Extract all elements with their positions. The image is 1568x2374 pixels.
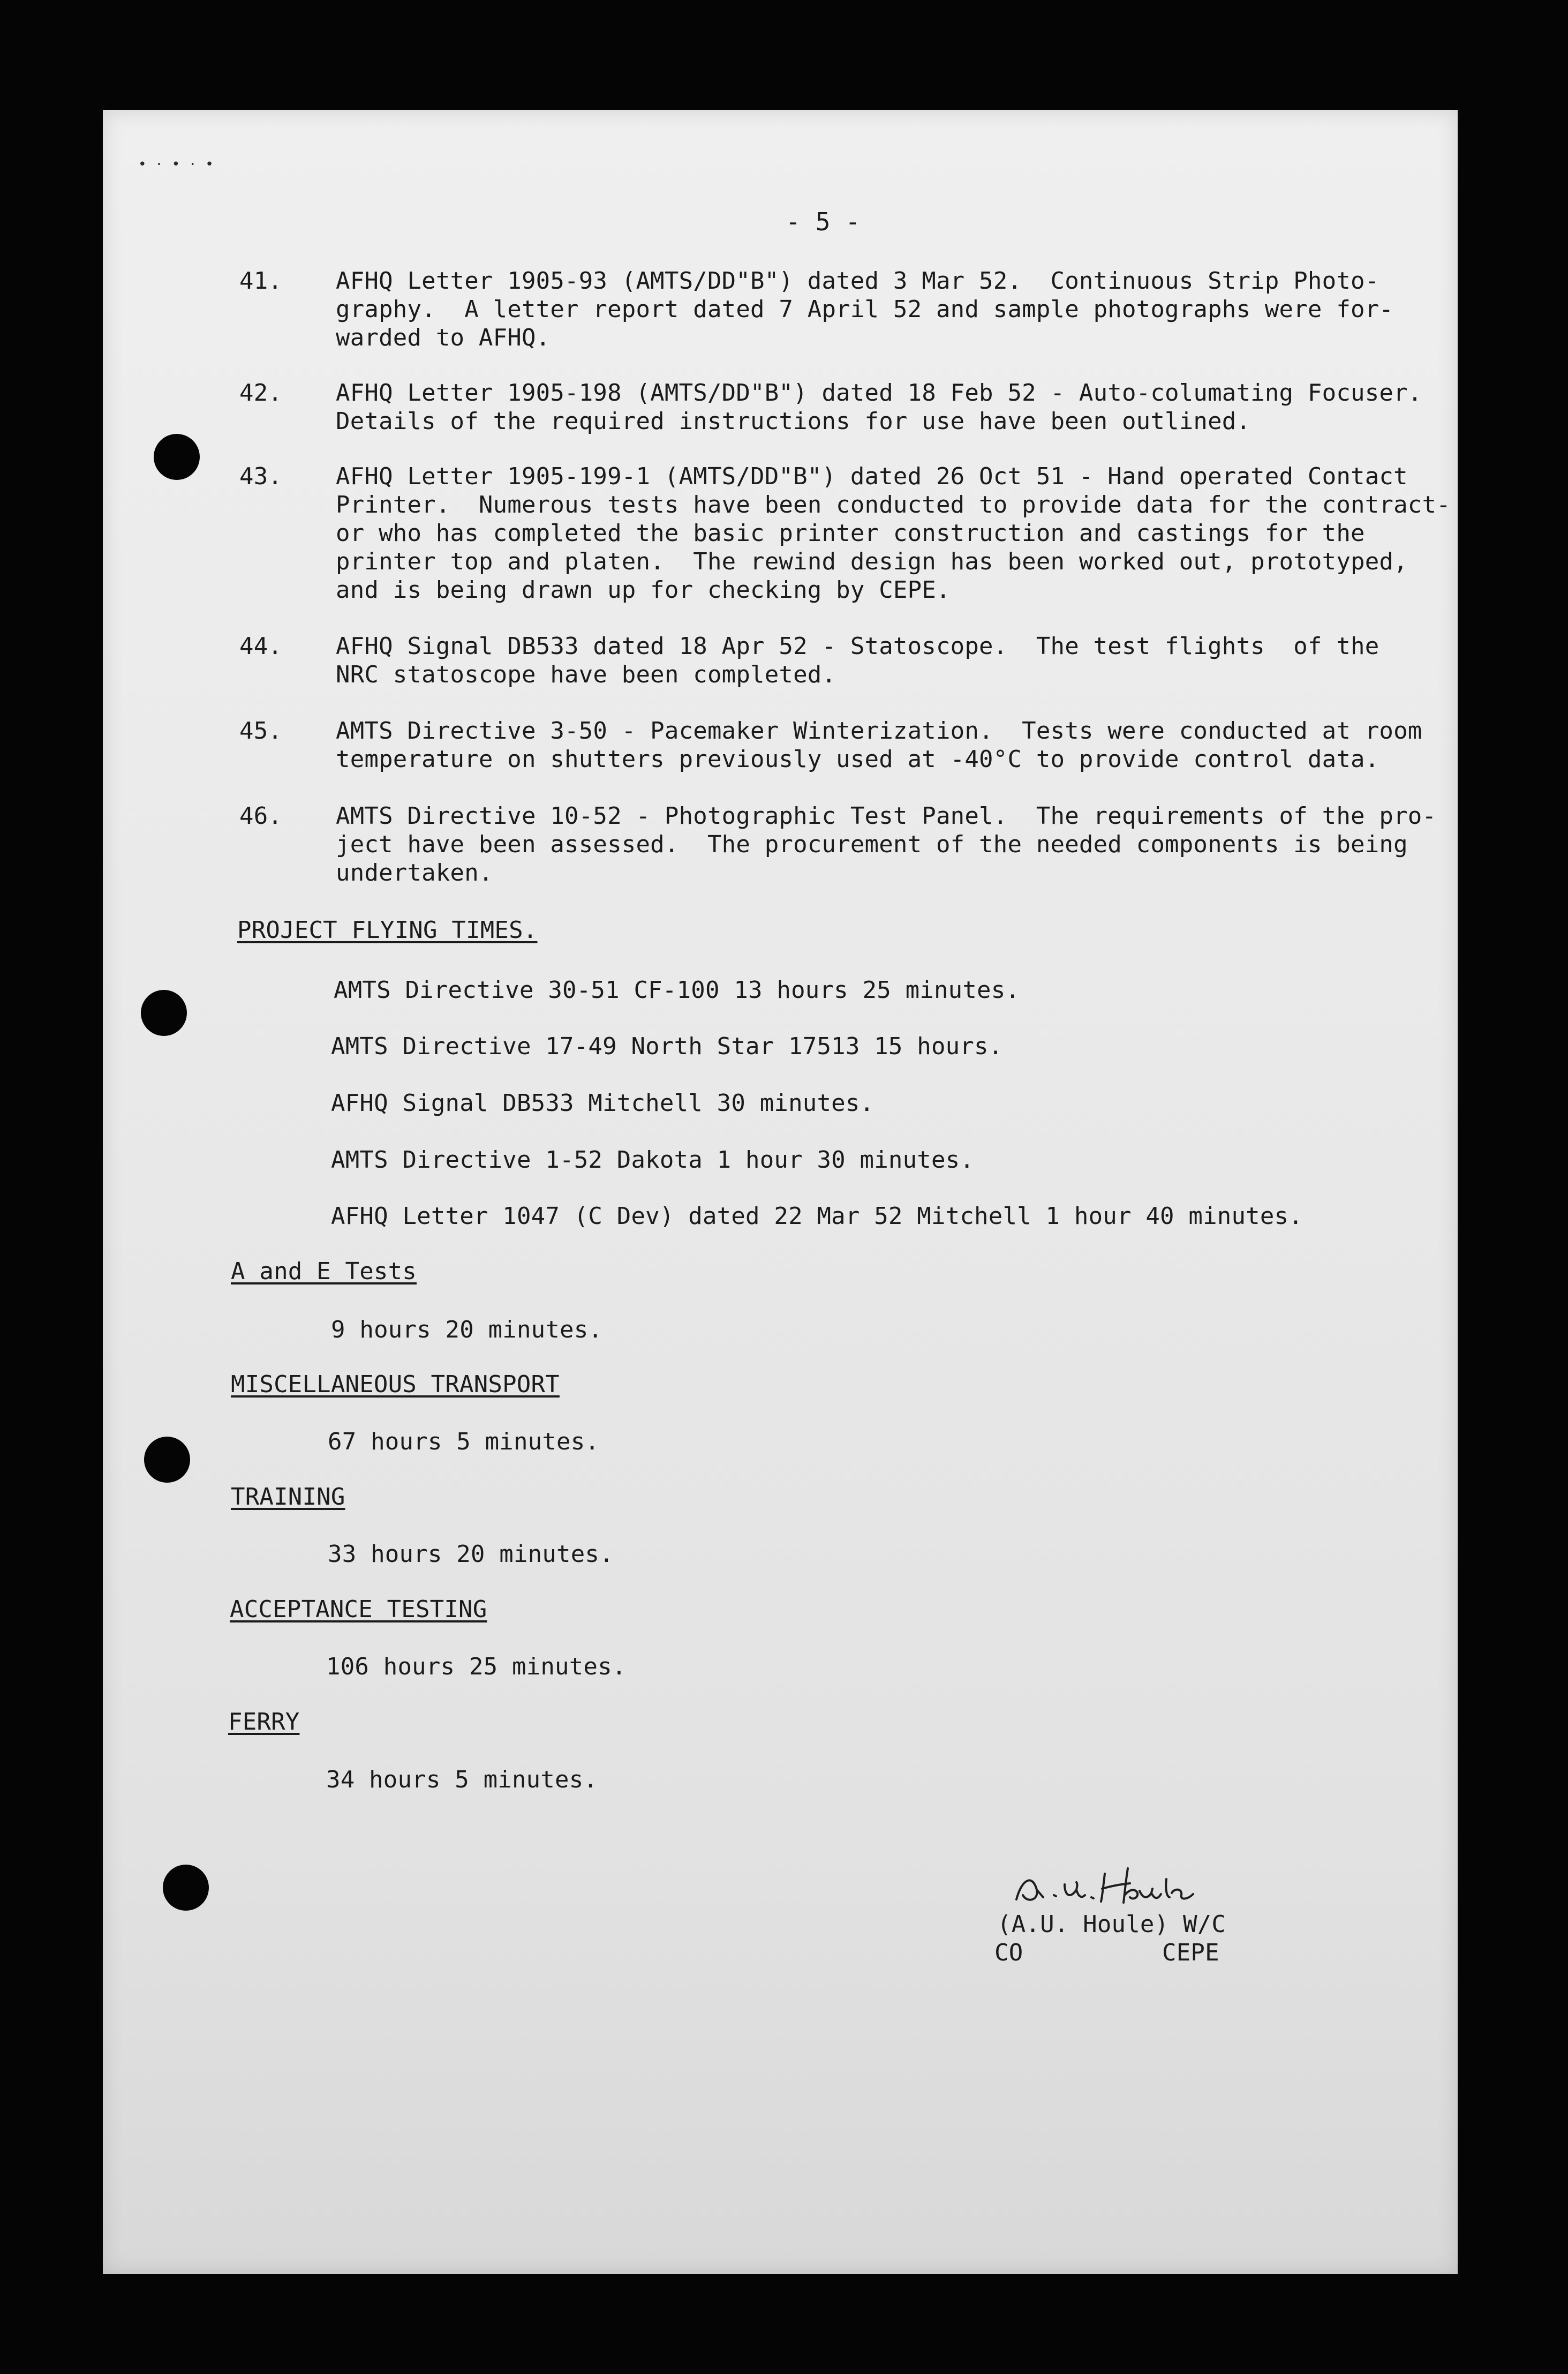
item-text: temperature on shutters previously used at -40°C to provide control data. — [336, 746, 1379, 773]
item-text: AFHQ Signal DB533 dated 18 Apr 52 - Statoscope. The test flights of the — [336, 633, 1379, 660]
page-number: - 5 - — [786, 207, 861, 236]
flying-time-entry: AFHQ Letter 1047 (C Dev) dated 22 Mar 52 Mitchell 1 hour 40 minutes. — [331, 1203, 1303, 1230]
section-value: 106 hours 25 minutes. — [326, 1653, 627, 1680]
item-number: 41. — [239, 267, 283, 295]
item-number: 42. — [239, 379, 283, 407]
punch-hole — [141, 990, 187, 1036]
item-text: AFHQ Letter 1905-93 (AMTS/DD"B") dated 3 Mar 52. Continuous Strip Photo- — [336, 267, 1379, 295]
item-text: NRC statoscope have been completed. — [336, 661, 836, 688]
item-text: graphy. A letter report dated 7 April 52 and sample photographs were for- — [336, 296, 1394, 323]
item-text: Printer. Numerous tests have been conducted to provide data for the contract- — [336, 491, 1451, 519]
item-number: 43. — [239, 463, 283, 490]
item-number: 46. — [239, 802, 283, 830]
punch-hole — [144, 1437, 190, 1483]
section-heading-training: TRAINING — [231, 1483, 345, 1511]
flying-time-entry: AFHQ Signal DB533 Mitchell 30 minutes. — [331, 1090, 875, 1117]
item-text: warded to AFHQ. — [336, 324, 551, 351]
item-text: ject have been assessed. The procurement of the needed components is being — [336, 831, 1408, 858]
section-value: 9 hours 20 minutes. — [331, 1316, 603, 1343]
item-text: AMTS Directive 10-52 - Photographic Test Panel. The requirements of the pro- — [336, 802, 1437, 830]
item-number: 45. — [239, 717, 283, 745]
item-text: undertaken. — [336, 859, 493, 887]
section-heading-ferry: FERRY — [228, 1708, 300, 1736]
punch-hole — [154, 434, 200, 480]
handwritten-signature — [1011, 1858, 1215, 1911]
signatory-title-left: CO — [994, 1939, 1023, 1966]
item-text: and is being drawn up for checking by CEPE. — [336, 576, 951, 604]
section-value: 34 hours 5 minutes. — [326, 1766, 598, 1793]
item-text: AMTS Directive 3-50 - Pacemaker Winterization. Tests were conducted at room — [336, 717, 1422, 745]
section-heading-acceptance-testing: ACCEPTANCE TESTING — [230, 1596, 487, 1623]
section-value: 67 hours 5 minutes. — [328, 1428, 600, 1455]
item-text: AFHQ Letter 1905-199-1 (AMTS/DD"B") dated 26 Oct 51 - Hand operated Contact — [336, 463, 1408, 490]
flying-time-entry: AMTS Directive 17-49 North Star 17513 15 hours. — [331, 1033, 1003, 1060]
punch-hole — [163, 1865, 209, 1911]
signatory-name: (A.U. Houle) W/C — [997, 1911, 1226, 1938]
section-heading-flying-times: PROJECT FLYING TIMES. — [237, 916, 538, 944]
section-value: 33 hours 20 minutes. — [328, 1541, 614, 1568]
item-text: or who has completed the basic printer construction and castings for the — [336, 520, 1365, 547]
paper-specks: • · • · • — [138, 156, 214, 172]
signatory-title-right: CEPE — [1162, 1939, 1219, 1966]
item-text: printer top and platen. The rewind design has been worked out, prototyped, — [336, 548, 1408, 575]
item-text: AFHQ Letter 1905-198 (AMTS/DD"B") dated 18 Feb 52 - Auto-columating Focuser. — [336, 379, 1422, 407]
section-heading-a-and-e-tests: A and E Tests — [231, 1258, 417, 1285]
item-number: 44. — [239, 633, 283, 660]
flying-time-entry: AMTS Directive 1-52 Dakota 1 hour 30 minutes. — [331, 1146, 975, 1174]
flying-time-entry: AMTS Directive 30-51 CF-100 13 hours 25 minutes. — [334, 976, 1020, 1004]
item-text: Details of the required instructions for use have been outlined. — [336, 408, 1251, 435]
section-heading-misc-transport: MISCELLANEOUS TRANSPORT — [231, 1371, 560, 1398]
